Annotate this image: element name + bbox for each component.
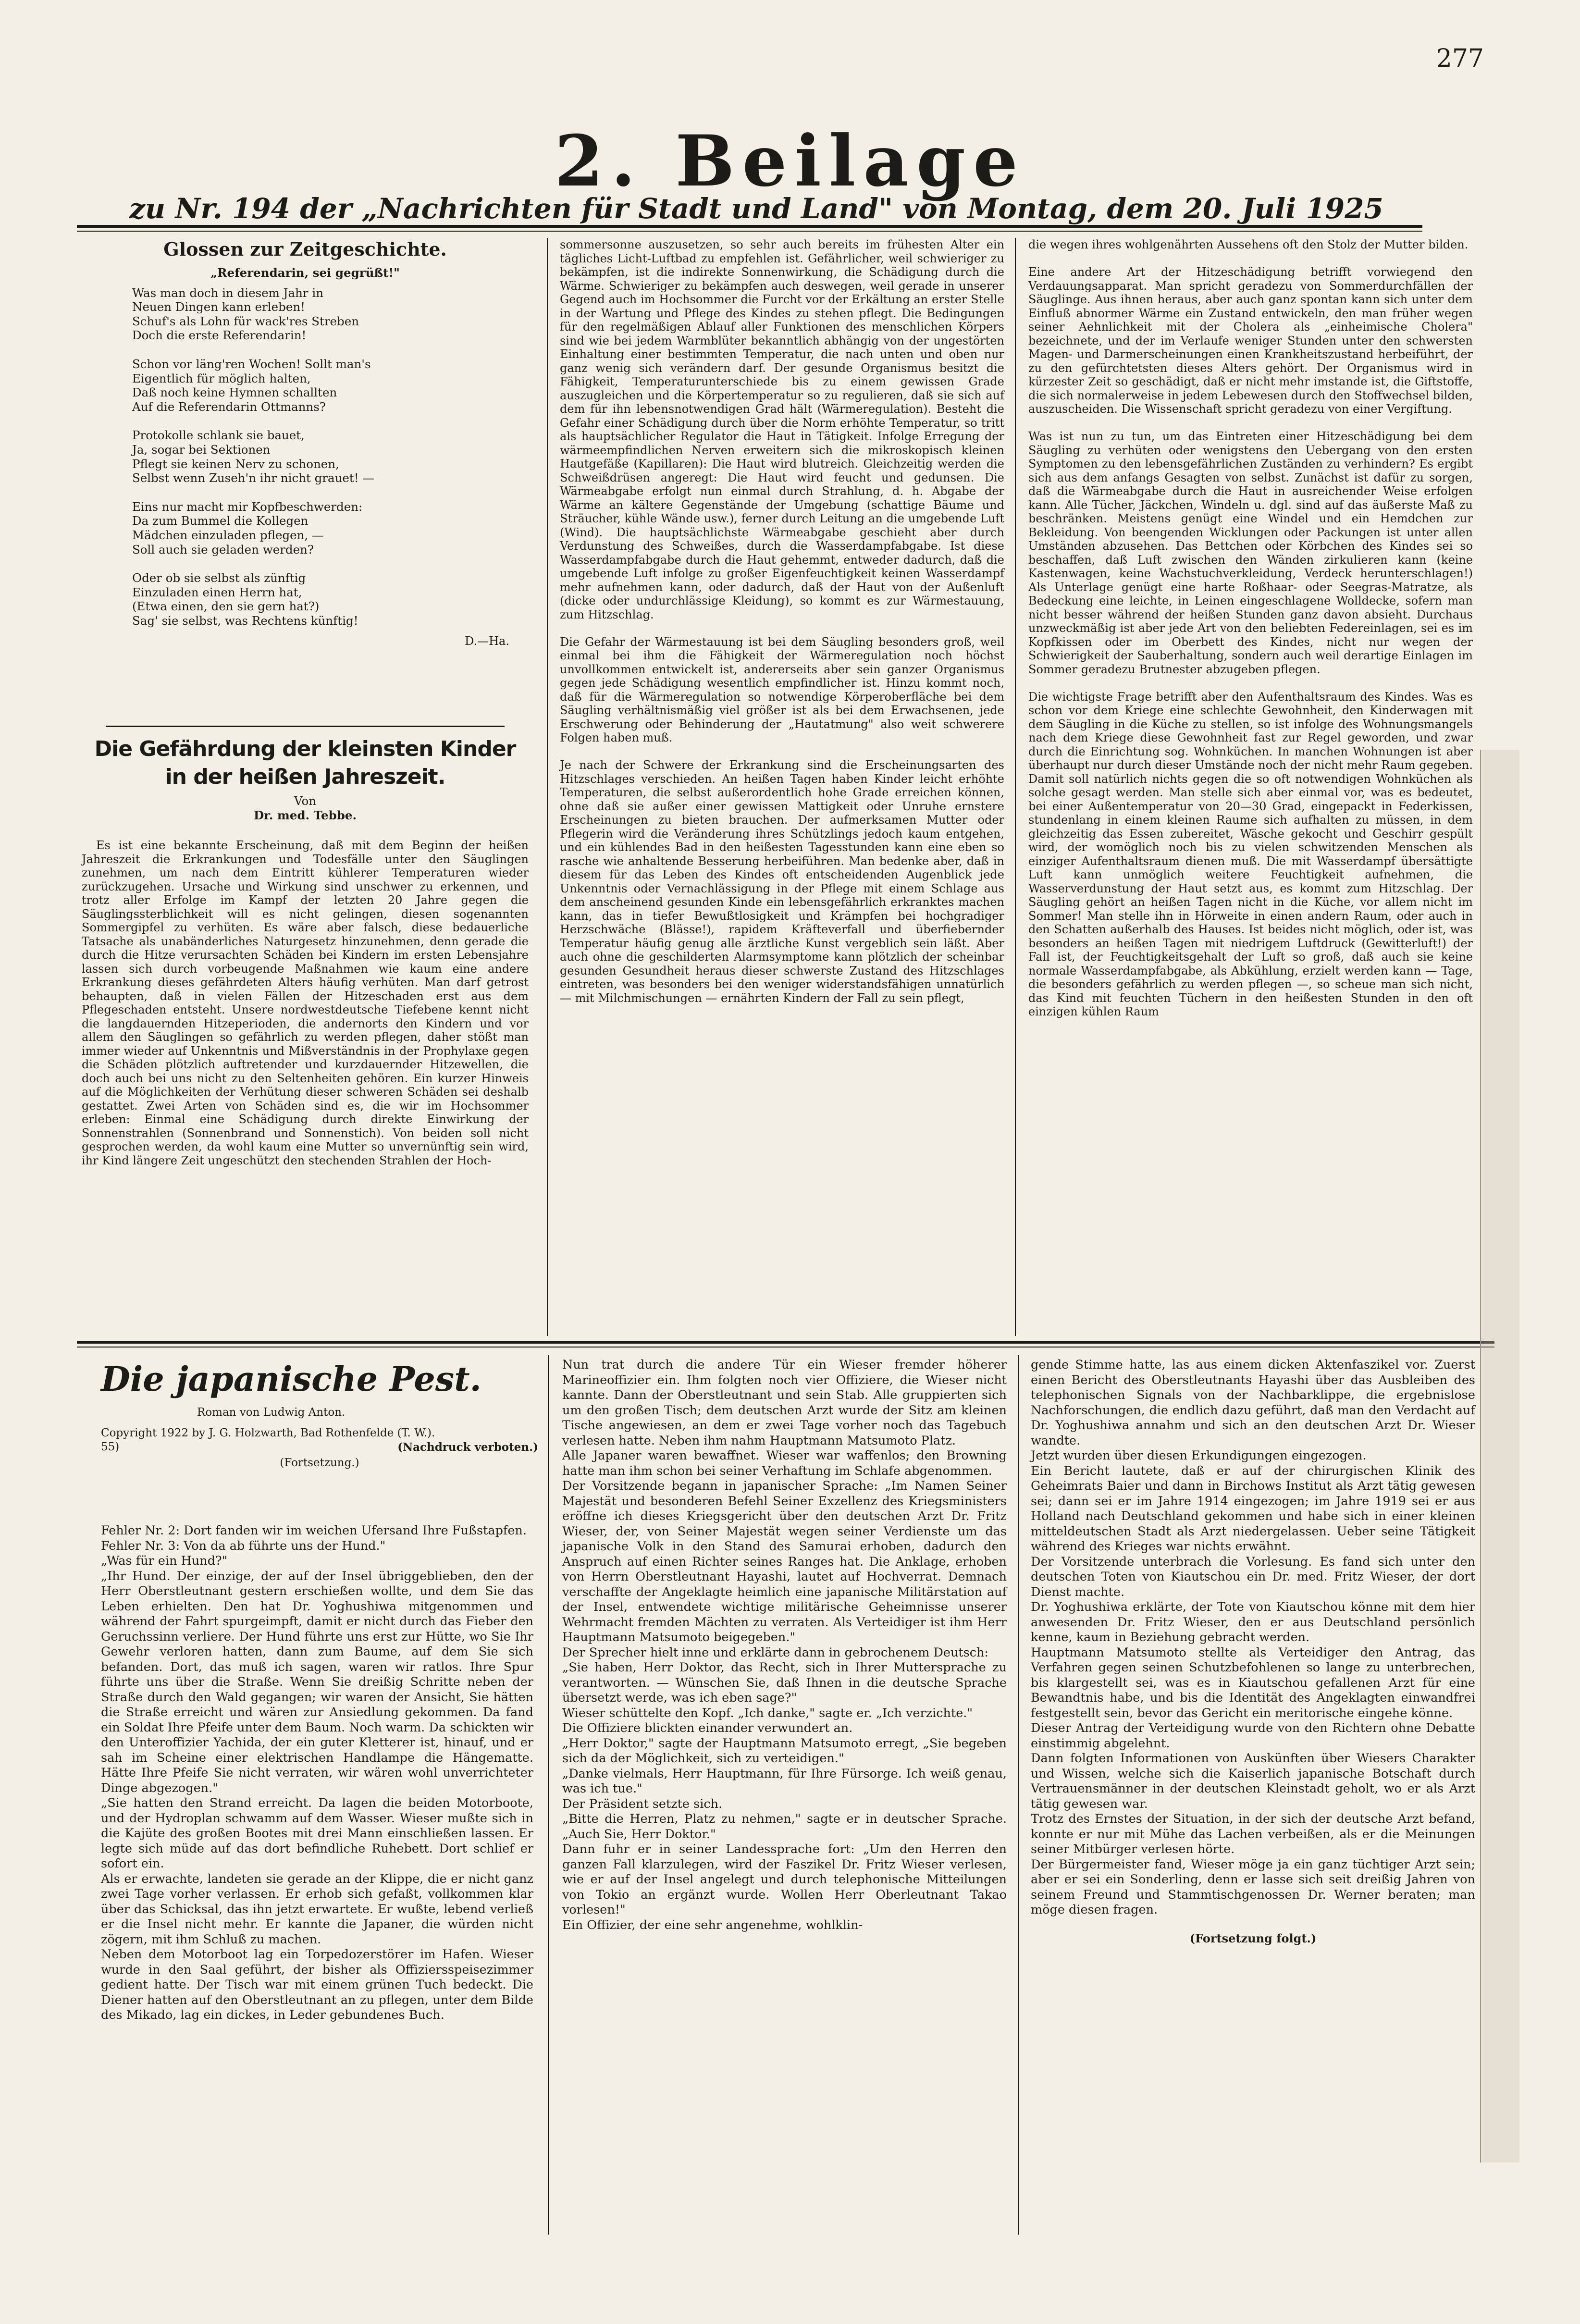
archive-stamp-strip: [1480, 750, 1519, 2163]
supplement-title: 2. Beilage: [554, 120, 1026, 202]
pest-title: Die japanische Pest.: [101, 1359, 481, 1399]
gefaehrdung-author: Dr. med. Tebbe.: [253, 808, 357, 822]
pest-nachdruck: (Nachdruck verboten.): [397, 1441, 538, 1454]
pest-issue: 55): [101, 1441, 120, 1453]
pest-column-3: gende Stimme hatte, las aus einem dicken Aktenfaszikel vor. Zuerst einen Bericht des Oberstleutnants Hayashi über das Ausbleiben des telephonischen Signals von der Nachbarklippe, die ergebnislose Nachforschungen, die endlich dazu geführt, daß man den Verdacht auf Dr. Yoghushiwa annahm und sich an den deutschen Arzt Dr. Wieser wandte. Jetzt wurden über diesen Erkundigungen eingezogen. Ein Bericht lautete, daß er auf der chirurgischen Klinik des Geheimrats Baier und dann in Birchows Institut als Arzt tätig gewesen sei; dann sei er im Jahre 1914 eingezogen; im Jahre 1919 sei er aus Holland nach Deutschland gekommen und habe sich in einer kleinen mitteldeutschen Stadt als Arzt niedergelassen. Ueber seine Tätigkeit während des Krieges war nichts erwähnt. Der Vorsitzende unterbrach die Vorlesung. Es fand sich unter den deutschen Toten von Kiautschou ein Dr. med. Fritz Wieser, der dort Dienst machte. Dr. Yoghushiwa erklärte, der Tote von Kiautschou könne mit dem hier anwesenden Dr. Fritz Wieser, den er aus Deutschland persönlich kenne, kaum in Beziehung gebracht werden. Hauptmann Matsumoto stellte als Verteidiger den Antrag, das Verfahren gegen seinen Schutzbefohlenen so lange zu unterbrechen, bis klargestellt sei, was es in Kiautschou gefallenen Arzt für eine Bewandtnis habe, und bis die Identität des Angeklagten einwandfrei festgestellt sein, bevor das Gericht ein meritorische eingehe könne. Dieser Antrag der Verteidigung wurde von den Richtern ohne Debatte einstimmig abgelehnt. Dann folgten Informationen von Auskünften über Wiesers Charakter und Wissen, welche sich die Kaiserlich japanische Botschaft durch Vertrauensmänner in der deutschen Kleinstadt geholt, wo er als Arzt tätig gewesen war. Trotz des Ernstes der Situation, in der sich der deutsche Arzt befand, konnte er nur mit Mühe das Lachen verbeißen, als er die Meinungen seiner Mitbürger verlesen hörte. Der Bürgermeister fand, Wieser möge ja ein ganz tüchtiger Arzt sein; aber er sei ein Sonderling, denn er lasse sich seit dreißig Jahren von seinem Freund und Stammtischgenossen Dr. Werner beraten; man möge diesen fragen.: [1031, 1358, 1475, 1917]
page-number: 277: [1436, 44, 1484, 73]
glossen-signature: D.—Ha.: [465, 634, 509, 648]
section-rule: [77, 1341, 1494, 1344]
poem-stanza: Eins nur macht mir Kopfbeschwerden: Da zum Bummel die Kollegen Mädchen einzuladen pflegen, — Soll auch sie geladen werden?: [132, 499, 363, 556]
gefaehrdung-column-1: Es ist eine bekannte Erscheinung, daß mit dem Beginn der heißen Jahreszeit die Erkrankungen und Todesfälle unter den Säuglingen zunehmen, um nach dem Eintritt kühlerer Temperaturen wieder zurückzugehen. Ursache und Wirkung sind unschwer zu erkennen, und trotz aller Erfolge im Kampf der letzten 20 Jahre gegen die Säuglingssterblichkeit will es nicht gelingen, diesen sogenannten Sommergipfel zu verhüten. Es wäre aber falsch, diese bedauerliche Tatsache als unabänderliches Naturgesetz hinzunehmen, denn gerade die durch die Hitze verursachten Schäden bei Kindern im ersten Lebensjahre lassen sich durch vorbeugende Maßnahmen wie kaum eine andere Erkrankung dieses gefährdeten Alters häufig verhüten. Man darf getrost behaupten, daß in vielen Fällen der Hitzeschaden erst aus dem Pflegeschaden entsteht. Unsere nordwestdeutsche Tiefebene kennt nicht die langdauernden Hitzeperioden, die andernorts den Kindern und vor allem den Säuglingen so gefährlich zu werden pflegen, daher stößt man immer wieder auf Unkenntnis und Mißverständnis in der Prophylaxe gegen die Schäden plötzlich auftretender und kurzdauernder Hitzewellen, die doch auch bei uns nicht zu den Seltenheiten gehören. Ein kurzer Hinweis auf die Möglichkeiten der Verhütung dieser schweren Schäden sei deshalb gestattet. Zwei Arten von Schäden sind es, die wir im Hochsommer erleben: Einmal eine Schädigung durch direkte Einwirkung der Sonnenstrahlen (Sonnenbrand und Sonnenstich). Von beiden soll nicht gesprochen werden, da wohl kaum eine Mutter so unvernünftig sein wird, ihr Kind längere Zeit ungeschützt den stechenden Strahlen der Hoch-: [82, 839, 532, 1167]
gefaehrdung-title: Die Gefährdung der kleinsten Kinder in der heißen Jahreszeit.: [94, 737, 516, 789]
glossen-section: [82, 238, 529, 726]
novel-divider-2: [1018, 1355, 1019, 2235]
glossen-end-rule: [106, 726, 505, 727]
poem: [82, 286, 529, 628]
novel-divider-1: [548, 1355, 549, 2235]
pest-meta-line: [101, 1440, 538, 1454]
column-divider-1: [547, 238, 548, 1336]
pest-column-3-wrap: [1031, 1358, 1475, 2235]
pest-continued: (Fortsetzung folgt.): [1189, 1931, 1317, 1945]
pest-column-2: Nun trat durch die andere Tür ein Wieser fremder höherer Marineoffizier ein. Ihm folgten noch vier Offiziere, die Wieser nicht kannte. Dann der Oberstleutnant und sein Stab. Alle gruppierten sich um den großen Tisch; dem deutschen Arzt wurde der Sitz am kleinen Tische angewiesen, an dem er zwei Tage vorher noch das Tagebuch verlesen hatte. Neben ihm nahm Hauptmann Matsumoto Platz. Alle Japaner waren bewaffnet. Wieser war waffenlos; den Browning hatte man ihm schon bei seiner Verhaftung im Schlafe abgenommen. Der Vorsitzende begann in japanischer Sprache: „Im Namen Seiner Majestät und besonderen Befehl Seiner Exzellenz des Kriegsministers eröffne ich dieses Kriegsgericht über den deutschen Arzt Dr. Fritz Wieser, der, von Seiner Majestät wegen seiner Verdienste um das japanische Volk in den Stand des Samurai erhoben, dadurch den Anspruch auf einen Richter seines Ranges hat. Die Anklage, erhoben von Herrn Oberstleutnant Hayashi, lautet auf Hochverrat. Demnach verschaffte der Angeklagte heimlich eine japanische Militärstation auf der Insel, entwendete wichtige militärische Geheimnisse unserer Wehrmacht fremden Mächten zu verraten. Als Verteidiger ist ihm Herr Hauptmann Matsumoto beigegeben." Der Sprecher hielt inne und erklärte dann in gebrochenem Deutsch: „Sie haben, Herr Doktor, das Recht, sich in Ihrer Muttersprache zu verantworten. — Wünschen Sie, daß Ihnen in die deutsche Sprache übersetzt werde, was ich eben sage?" Wieser schüttelte den Kopf. „Ich danke," sagte er. „Ich verzichte." Die Offiziere blickten einander verwundert an. „Herr Doktor," sagte der Hauptmann Matsumoto erregt, „Sie begeben sich da der Möglichkeit, sich zu verteidigen." „Danke vielmals, Herr Hauptmann, für Ihre Fürsorge. Ich weiß genau, was ich tue." Der Präsident setzte sich. „Bitte die Herren, Platz zu nehmen," sagte er in deutscher Sprache. „Auch Sie, Herr Doktor." Dann fuhr er in seiner Landessprache fort: „Um den Herren den ganzen Fall klarzulegen, wird der Faszikel Dr. Fritz Wieser verlesen, wie er auf der Insel angelegt und durch telephonische Mitteilungen von Tokio an ergänzt wurde. Wollen Herr Oberleutnant Takao vorlesen!" Ein Offizier, der eine sehr angenehme, wohlklin-: [562, 1358, 1007, 1932]
gefaehrdung-column-2: sommersonne auszusetzen, so sehr auch bereits im frühesten Alter ein tägliches Licht-Luftbad zu empfehlen ist. Gefährlicher, weil schwieriger zu bekämpfen, ist die indirekte Sonnenwirkung, die Schädigung durch die Wärme. Schwieriger zu bekämpfen auch deswegen, weil gerade in unserer Gegend auch im Hochsommer die Furcht vor der Erkältung an erster Stelle in der Wartung und Pflege des Kindes zu stehen pflegt. Die Bedingungen für den regelmäßigen Ablauf aller Funktionen des menschlichen Körpers sind wie bei jedem Warmblüter bekanntlich abhängig von der ungestörten Einhaltung einer bestimmten Temperatur, die nach unten und oben nur ganz wenig sich verändern darf. Der gesunde Organismus besitzt die Fähigkeit, Temperaturunterschiede bis zu einem gewissen Grade auszugleichen und die Körpertemperatur so zu regulieren, daß sie sich auf dem für ihn lebensnotwendigen Grad hält (Wärmeregulation). Besteht die Gefahr einer Schädigung durch über die Norm erhöhte Temperatur, so tritt als hauptsächlicher Regulator die Haut in Tätigkeit. Infolge Erregung der wärmeempfindlichen Nerven erweitern sich die mikroskopisch kleinen Hautgefäße (Kapillaren): Die Haut wird blutreich. Gleichzeitig werden die Schweißdrüsen angeregt: Die Haut wird feucht und gedunsen. Die Wärmeabgabe erfolgt nun einmal durch Strahlung, d. h. Abgabe der Wärme an kältere Gegenstände der Umgebung (schattige Bäume und Sträucher, kühle Wände usw.), ferner durch Leitung an die umgebende Luft (Wind). Die hauptsächlichste Wärmeabgabe geschieht aber durch Verdunstung des Schweißes, durch die Wasserdampfabgabe. Ist diese Wasserdampfabgabe durch die Haut gehemmt, entweder dadurch, daß die umgebende Luft infolge zu großer Eigenfeuchtigkeit keinen Wasserdampf mehr aufnehmen kann, oder dadurch, daß der Haut von der Außenluft (dicke oder undurchlässige Kleidung), so kommt es zur Wärmestauung, zum Hitzschlag. Die Gefahr der Wärmestauung ist bei dem Säugling besonders groß, weil einmal bei ihm die Fähigkeit der Wärmeregulation noch höchst unvollkommen entwickelt ist, andererseits aber sein ganzer Organismus gegen jede Schädigung wesentlich empfindlicher ist. Hinzu kommt noch, daß für die Wärmeregulation so notwendige Körperoberfläche bei dem Säugling verhältnismäßig viel größer ist als bei dem Erwachsenen, jede Erschwerung oder Behinderung der „Hautatmung" also weit schwerere Folgen haben muß. Je nach der Schwere der Erkrankung sind die Erscheinungsarten des Hitzschlages verschieden. An heißen Tagen haben Kinder leicht erhöhte Temperaturen, die selbst außerordentlich hohe Grade erreichen können, ohne daß sie außer einer gewissen Mattigkeit oder Unruhe ernstere Erscheinungen zu bieten brauchen. Der aufmerksamen Mutter oder Pflegerin wird die Veränderung ihres Schützlings jedoch kaum entgehen, und ein kühlendes Bad in den heißesten Tagesstunden kann eine eben so rasche wie anhaltende Besserung herbeiführen. Man bedenke aber, daß in diesem für das Leben des Kindes oft entscheidenden Augenblick jede Unkenntnis oder Vernachlässigung in der Pflege mit einem Schlage aus dem anscheinend gesunden Kinde ein lebensgefährlich erkranktes machen kann, das in tiefer Bewußtlosigkeit und Krämpfen bei hochgradiger Herzschwäche (Blässe!), rapidem Kräfteverfall und überfiebernder Temperatur häufig genug alle ärztliche Kunst vergeblich sein läßt. Aber auch ohne die geschilderten Alarmsymptome kann plötzlich der scheinbar gesunden Gesundheit heraus dieser schwerste Zustand des Hitzschlages eintreten, was besonders bei den weniger widerstandsfähigen unnatürlich — mit Milchmischungen — ernährten Kindern der Fall zu sein pflegt,: [560, 238, 1004, 1005]
gefaehrdung-column-3: die wegen ihres wohlgenährten Aussehens oft den Stolz der Mutter bilden. Eine andere Art der Hitzeschädigung betrifft vorwiegend den Verdauungsapparat. Man spricht geradezu von Sommerdurchfällen der Säuglinge. Aus ihnen heraus, aber auch ganz spontan kann sich unter dem Einfluß abnormer Wärme ein Zustand entwickeln, den man früher wegen seiner Aehnlichkeit mit der Cholera als „einheimische Cholera" bezeichnete, und der im Verlaufe weniger Stunden unter den schwersten Magen- und Darmerscheinungen einen Krankheitszustand herbeiführt, der zu den gefürchtetsten dieses Alters gehört. Der Organismus wird in kürzester Zeit so geschädigt, daß er nicht mehr imstande ist, die Giftstoffe, die sich normalerweise in jedem Lebewesen durch den Stoffwechsel bilden, auszuscheiden. Die Wissenschaft spricht geradezu von einer Vergiftung. Was ist nun zu tun, um das Eintreten einer Hitzeschädigung bei dem Säugling zu verhüten oder wenigstens den Uebergang von den ersten Symptomen zu den lebensgefährlichen Zuständen zu verhindern? Es ergibt sich aus dem anfangs Gesagten von selbst. Zunächst ist dafür zu sorgen, daß die Wärmeabgabe durch die Haut in ausreichender Weise erfolgen kann. Alle Tücher, Jäckchen, Windeln u. dgl. sind auf das äußerste Maß zu beschränken. Meistens genügt eine Windel und ein Hemdchen zur Bekleidung. Von beengenden Wicklungen oder Packungen ist unter allen Umständen abzusehen. Das Bettchen oder Körbchen des Kindes sei so beschaffen, daß Luft zwischen den Wänden zirkulieren kann (keine Kastenwagen, keine Wachstuchverkleidung, Verdeck herunterschlagen!) Als Unterlage genügt eine harte Roßhaar- oder Seegras-Matratze, als Bedeckung eine leichte, in Leinen eingeschlagene Wolldecke, sofern man nicht besser während der heißen Stunden ganz davon absieht. Durchaus unzweckmäßig ist aber jede Art von den beliebten Federeinlagen, sei es im Kopfkissen oder im Oberbett des Kindes, nicht nur wegen der Schwierigkeit der Sauberhaltung, sondern auch weil derartige Einlagen im Sommer geradezu Brutnester abzugeben pflegen. Die wichtigste Frage betrifft aber den Aufenthaltsraum des Kindes. Was es schon vor dem Kriege eine schlechte Gewohnheit, den Kinderwagen mit dem Säugling in die Küche zu stellen, so ist infolge des Wohnungsmangels nach dem Kriege diese Gewohnheit fast zur Regel geworden, und zwar durch die Einrichtung sog. Wohnküchen. In manchen Wohnungen ist aber überhaupt nur durch dieser Umstände noch der nicht mehr Raum gegeben. Damit soll natürlich nichts gegen die so oft notwendigen Wohnküchen als solche gesagt werden. Man stelle sich aber einmal vor, was es bedeutet, bei einer Außentemperatur von 20—30 Grad, eingepackt in Federkissen, stundenlang in einem kleinen Raume sich aufhalten zu müssen, in dem gleichzeitig das Essen zubereitet, Wäsche gekocht und Geschirr gespült wird, der womöglich noch bis zu vielen schwitzenden Menschen als einziger Aufenthaltsraum dienen muß. Die mit Wasserdampf übersättigte Luft kann unmöglich weitere Feuchtigkeit aufnehmen, die Wasserverdunstung der Haut setzt aus, es kommt zum Hitzschlag. Der Säugling gehört an heißen Tagen nicht in die Küche, vor allem nicht im Sommer! Man stelle ihn in Hörweite in einen andern Raum, oder auch in den Schatten außerhalb des Hauses. Ist beides nicht möglich, oder ist, was besonders an heißen Tagen mit niedrigem Luftdruck (Gewitterluft!) der Fall ist, der Feuchtigkeitsgehalt der Luft so groß, daß auch sie keine normale Wasserdampfabgabe, als Abkühlung, erzielt werden kann — Tage, die besonders gefährlich zu werden pflegen —, so scheue man sich nicht, das Kind mit feuchten Tüchern in den heißesten Stunden in den oft einzigen kühlen Raum: [1028, 238, 1473, 1018]
pest-header: [101, 1358, 538, 1521]
poem-stanza: Oder ob sie selbst als zünftig Einzuladen einen Herrn hat, (Etwa einen, den sie gern hat?) Sag' sie selbst, was Rechtens künftig!: [132, 571, 358, 628]
poem-stanza: Protokolle schlank sie bauet, Ja, sogar bei Sektionen Pflegt sie keinen Nerv zu schonen, Selbst wenn Zuseh'n ihr nicht grauet! —: [132, 428, 374, 485]
gefaehrdung-von: Von: [294, 794, 316, 808]
header-rule-thin: [77, 231, 1422, 232]
pest-column-1: Fehler Nr. 2: Dort fanden wir im weichen Ufersand Ihre Fußstapfen. Fehler Nr. 3: Von da ab führte uns der Hund." „Was für ein Hund?" „Ihr Hund. Der einzige, der auf der Insel übriggeblieben, den der Herr Oberstleutnant gestern erschießen wollte, und dem Sie das Leben erhielten. Den hat Dr. Yoghushiwa mitgenommen und während der Fahrt spurgeimpft, damit er nicht durch das Fieber den Geruchssinn verliere. Der Hund führte uns erst zur Hütte, wo Sie Ihr Gewehr verloren hatten, dann zum Baume, auf dem Sie sich befanden. Dort, das muß ich sagen, waren wir ratlos. Ihre Spur führte uns über die Straße. Wenn Sie dreißig Schritte neben der Straße durch den Wald gegangen; wir waren der Ansicht, Sie hätten die Straße erreicht und wären zur Ansiedlung gekommen. Da fand ein Soldat Ihre Pfeife unter dem Baum. Noch warm. Da schickten wir den Unteroffizier Yachida, der ein guter Kletterer ist, hinauf, und er sah im Scheine einer elektrischen Handlampe die Hängematte. Hätte Ihre Pfeife Sie nicht verraten, wir wären wohl unverrichteter Dinge abgezogen." „Sie hatten den Strand erreicht. Da lagen die beiden Motorboote, und der Hydroplan schwamm auf dem Wasser. Wieser mußte sich in die Kajüte des großen Bootes mit drei Mann einschließen lassen. Er legte sich müde auf das dort befindliche Ruhebett. Dort schlief er sofort ein. Als er erwachte, landeten sie gerade an der Klippe, die er nicht ganz zwei Tage vorher verlassen. Er erhob sich gefaßt, vollkommen klar über das Schicksal, das ihn jetzt erwartete. Er wußte, lebend verließ er die Insel nicht mehr. Er kannte die Japaner, die würden nicht zögern, mit ihm Schluß zu machen. Neben dem Motorboot lag ein Torpedozerstörer im Hafen. Wieser wurde in den Saal geführt, der bisher als Offiziersspeisezimmer gedient hatte. Der Tisch war mit einem grünen Tuch bedeckt. Die Diener hatten auf den Oberstleutnant an zu pflegen, unter dem Bilde des Mikado, lag ein dickes, in Leder gebundenes Buch.: [101, 1523, 533, 2022]
pest-copyright: Copyright 1922 by J. G. Holzwarth, Bad Rothenfelde (T. W.).: [101, 1427, 435, 1439]
column-divider-2: [1015, 238, 1016, 1336]
gefaehrdung-header: [82, 735, 529, 836]
header-rule: [77, 225, 1422, 228]
pest-fortsetzung: (Fortsetzung.): [280, 1457, 359, 1469]
supplement-subtitle: zu Nr. 194 der „Nachrichten für Stadt und Land" von Montag, dem 20. Juli 1925: [129, 192, 1383, 225]
pest-byline: Roman von Ludwig Anton.: [197, 1406, 346, 1419]
poem-stanza: Was man doch in diesem Jahr in Neuen Dingen kann erleben! Schuf's als Lohn für wack'res Streben Doch die erste Referendarin!: [132, 285, 359, 343]
glossen-title: Glossen zur Zeitgeschichte.: [163, 238, 447, 260]
poem-stanza: Schon vor läng'ren Wochen! Sollt man's Eigentlich für möglich halten, Daß noch keine Hymnen schallten Auf die Referendarin Ottmanns?: [132, 357, 371, 414]
glossen-poem-title: „Referendarin, sei gegrüßt!": [210, 266, 400, 280]
